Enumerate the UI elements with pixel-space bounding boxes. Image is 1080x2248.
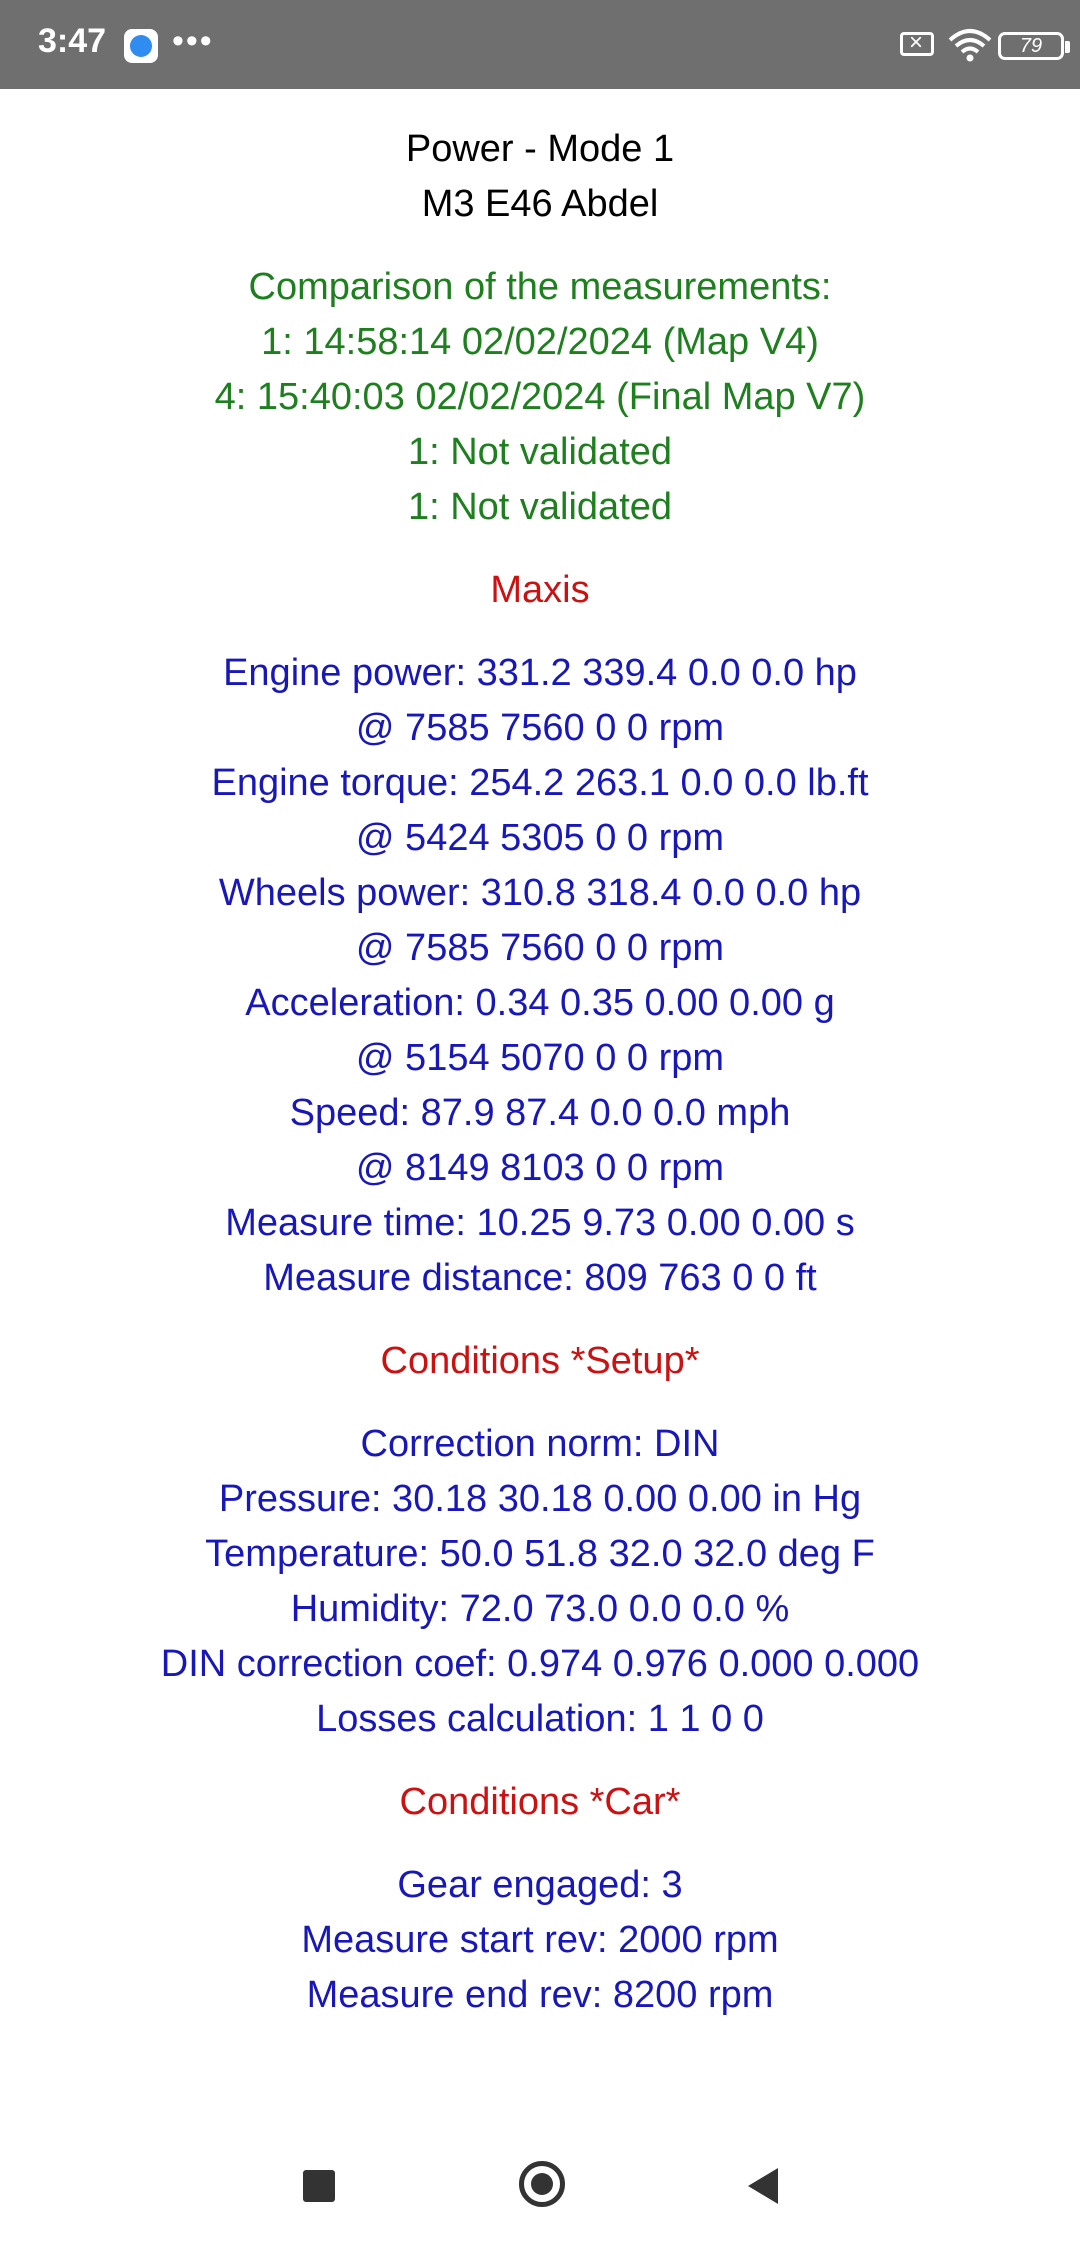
maxis-line: @ 5154 5070 0 0 rpm <box>355 1037 725 1079</box>
setup-line: Pressure: 30.18 30.18 0.00 0.00 in Hg <box>218 1478 862 1520</box>
status-time: 3:47 <box>38 22 107 60</box>
maxis-line: Measure distance: 809 763 0 0 ft <box>263 1257 817 1299</box>
home-icon[interactable] <box>519 2161 565 2207</box>
page-title: Power - Mode 1 <box>405 128 675 170</box>
maxis-line: @ 5424 5305 0 0 rpm <box>355 817 725 859</box>
setup-line: Temperature: 50.0 51.8 32.0 32.0 deg F <box>205 1533 875 1575</box>
maxis-line: Measure time: 10.25 9.73 0.00 0.00 s <box>225 1202 855 1244</box>
app-notification-icon <box>124 29 158 63</box>
battery-icon: 79 <box>998 32 1064 60</box>
car-line: Measure start rev: 2000 rpm <box>301 1919 779 1961</box>
maxis-heading: Maxis <box>490 569 590 611</box>
comparison-line: 1: 14:58:14 02/02/2024 (Map V4) <box>261 321 819 363</box>
wifi-icon <box>948 28 992 62</box>
maxis-line: Speed: 87.9 87.4 0.0 0.0 mph <box>289 1092 791 1134</box>
setup-line: Correction norm: DIN <box>360 1423 720 1465</box>
maxis-line: @ 7585 7560 0 0 rpm <box>355 707 725 749</box>
recent-apps-icon[interactable] <box>303 2170 335 2202</box>
maxis-line: Engine torque: 254.2 263.1 0.0 0.0 lb.ft <box>211 762 869 804</box>
comparison-line: 1: Not validated <box>407 431 673 473</box>
car-line: Gear engaged: 3 <box>397 1864 683 1906</box>
back-icon[interactable] <box>748 2168 778 2204</box>
car-line: Measure end rev: 8200 rpm <box>306 1974 774 2016</box>
maxis-line: @ 8149 8103 0 0 rpm <box>355 1147 725 1189</box>
car-conditions-heading: Conditions *Car* <box>399 1781 681 1823</box>
maxis-line: Acceleration: 0.34 0.35 0.00 0.00 g <box>245 982 835 1024</box>
more-notifications-icon: ••• <box>172 22 214 60</box>
navigation-bar <box>0 2130 1080 2248</box>
setup-heading: Conditions *Setup* <box>380 1340 700 1382</box>
comparison-heading: Comparison of the measurements: <box>248 266 832 308</box>
sim-icon <box>900 32 934 56</box>
maxis-line: Engine power: 331.2 339.4 0.0 0.0 hp <box>223 652 857 694</box>
comparison-line: 4: 15:40:03 02/02/2024 (Final Map V7) <box>214 376 866 418</box>
maxis-line: Wheels power: 310.8 318.4 0.0 0.0 hp <box>218 872 862 914</box>
setup-line: Humidity: 72.0 73.0 0.0 0.0 % <box>290 1588 790 1630</box>
measurement-report <box>0 122 1080 2023</box>
setup-line: DIN correction coef: 0.974 0.976 0.000 0.000 <box>160 1643 920 1685</box>
car-name: M3 E46 Abdel <box>421 183 659 225</box>
maxis-line: @ 7585 7560 0 0 rpm <box>355 927 725 969</box>
status-bar <box>0 0 1080 89</box>
setup-line: Losses calculation: 1 1 0 0 <box>316 1698 764 1740</box>
comparison-line: 1: Not validated <box>407 486 673 528</box>
